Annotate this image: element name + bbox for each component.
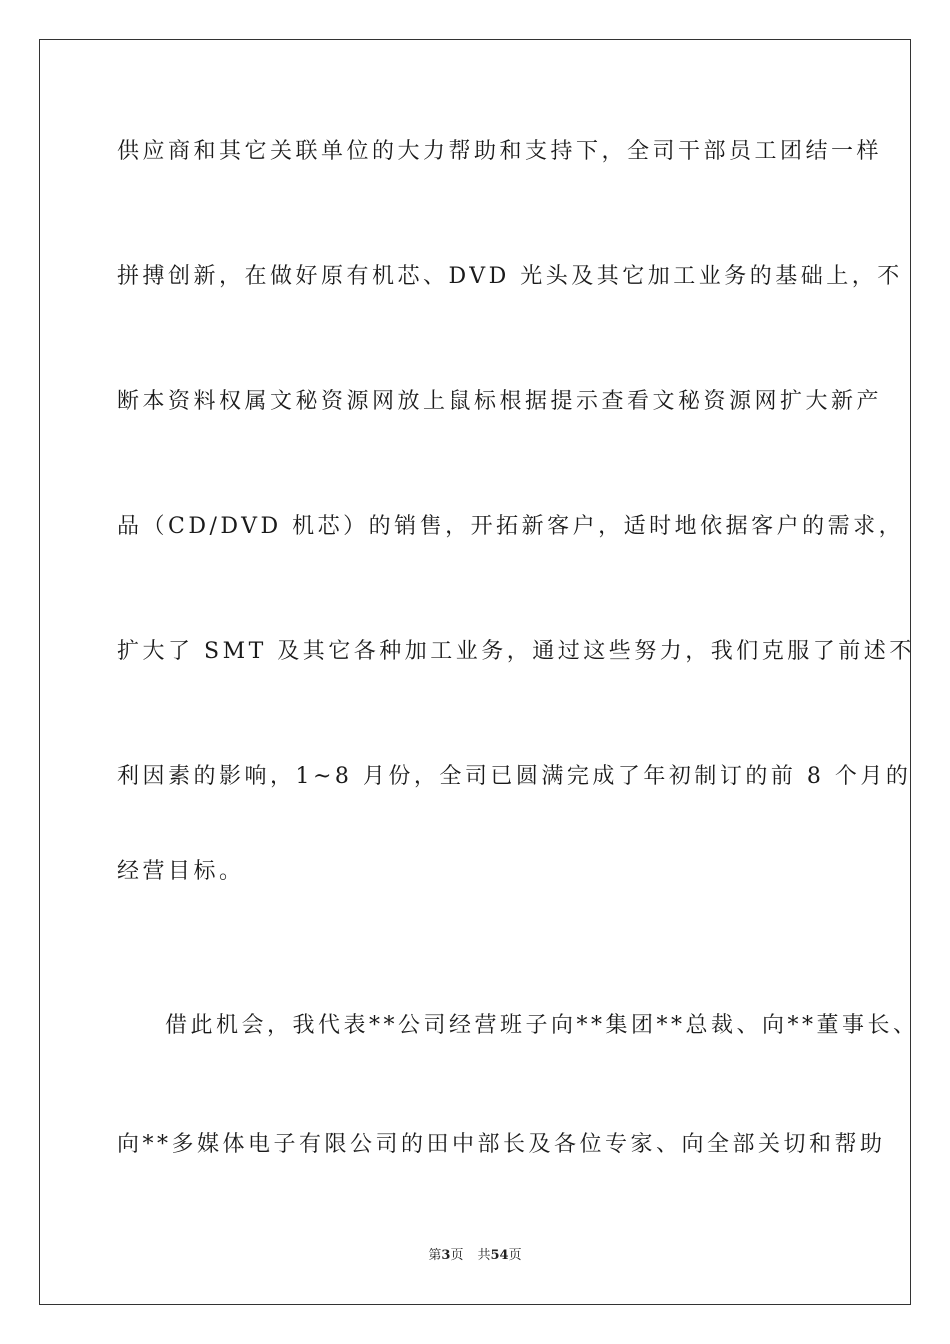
total-page-number: 54 xyxy=(490,1248,509,1263)
page-unit: 页 xyxy=(450,1248,464,1263)
page-prefix: 第 xyxy=(428,1248,442,1263)
body-text-line-5: 扩大了 SMT 及其它各种加工业务，通过这些努力，我们克服了前述不 xyxy=(117,639,915,664)
current-page-number: 3 xyxy=(441,1248,451,1263)
body-text-line-2: 拼搏创新，在做好原有机芯、DVD 光头及其它加工业务的基础上，不 xyxy=(117,264,903,289)
body-text-line-6: 利因素的影响，1~8 月份，全司已圆满完成了年初制订的前 8 个月的 xyxy=(117,764,912,789)
page-footer xyxy=(0,1247,950,1265)
total-prefix: 共 xyxy=(477,1248,491,1263)
body-text-line-3: 断本资料权属文秘资源网放上鼠标根据提示查看文秘资源网扩大新产 xyxy=(117,389,883,414)
body-text-line-7: 经营目标。 xyxy=(117,859,245,884)
body-text-line-4: 品（CD/DVD 机芯）的销售，开拓新客户，适时地依据客户的需求， xyxy=(117,514,905,539)
paragraph-start-line: 借此机会，我代表**公司经营班子向**集团**总裁、向**董事长、 xyxy=(165,1013,919,1038)
body-text-line-9: 向**多媒体电子有限公司的田中部长及各位专家、向全部关切和帮助 xyxy=(117,1132,886,1157)
total-unit: 页 xyxy=(508,1248,522,1263)
body-text-line-1: 供应商和其它关联单位的大力帮助和支持下，全司干部员工团结一样 xyxy=(117,139,883,164)
page-border xyxy=(39,39,911,1305)
